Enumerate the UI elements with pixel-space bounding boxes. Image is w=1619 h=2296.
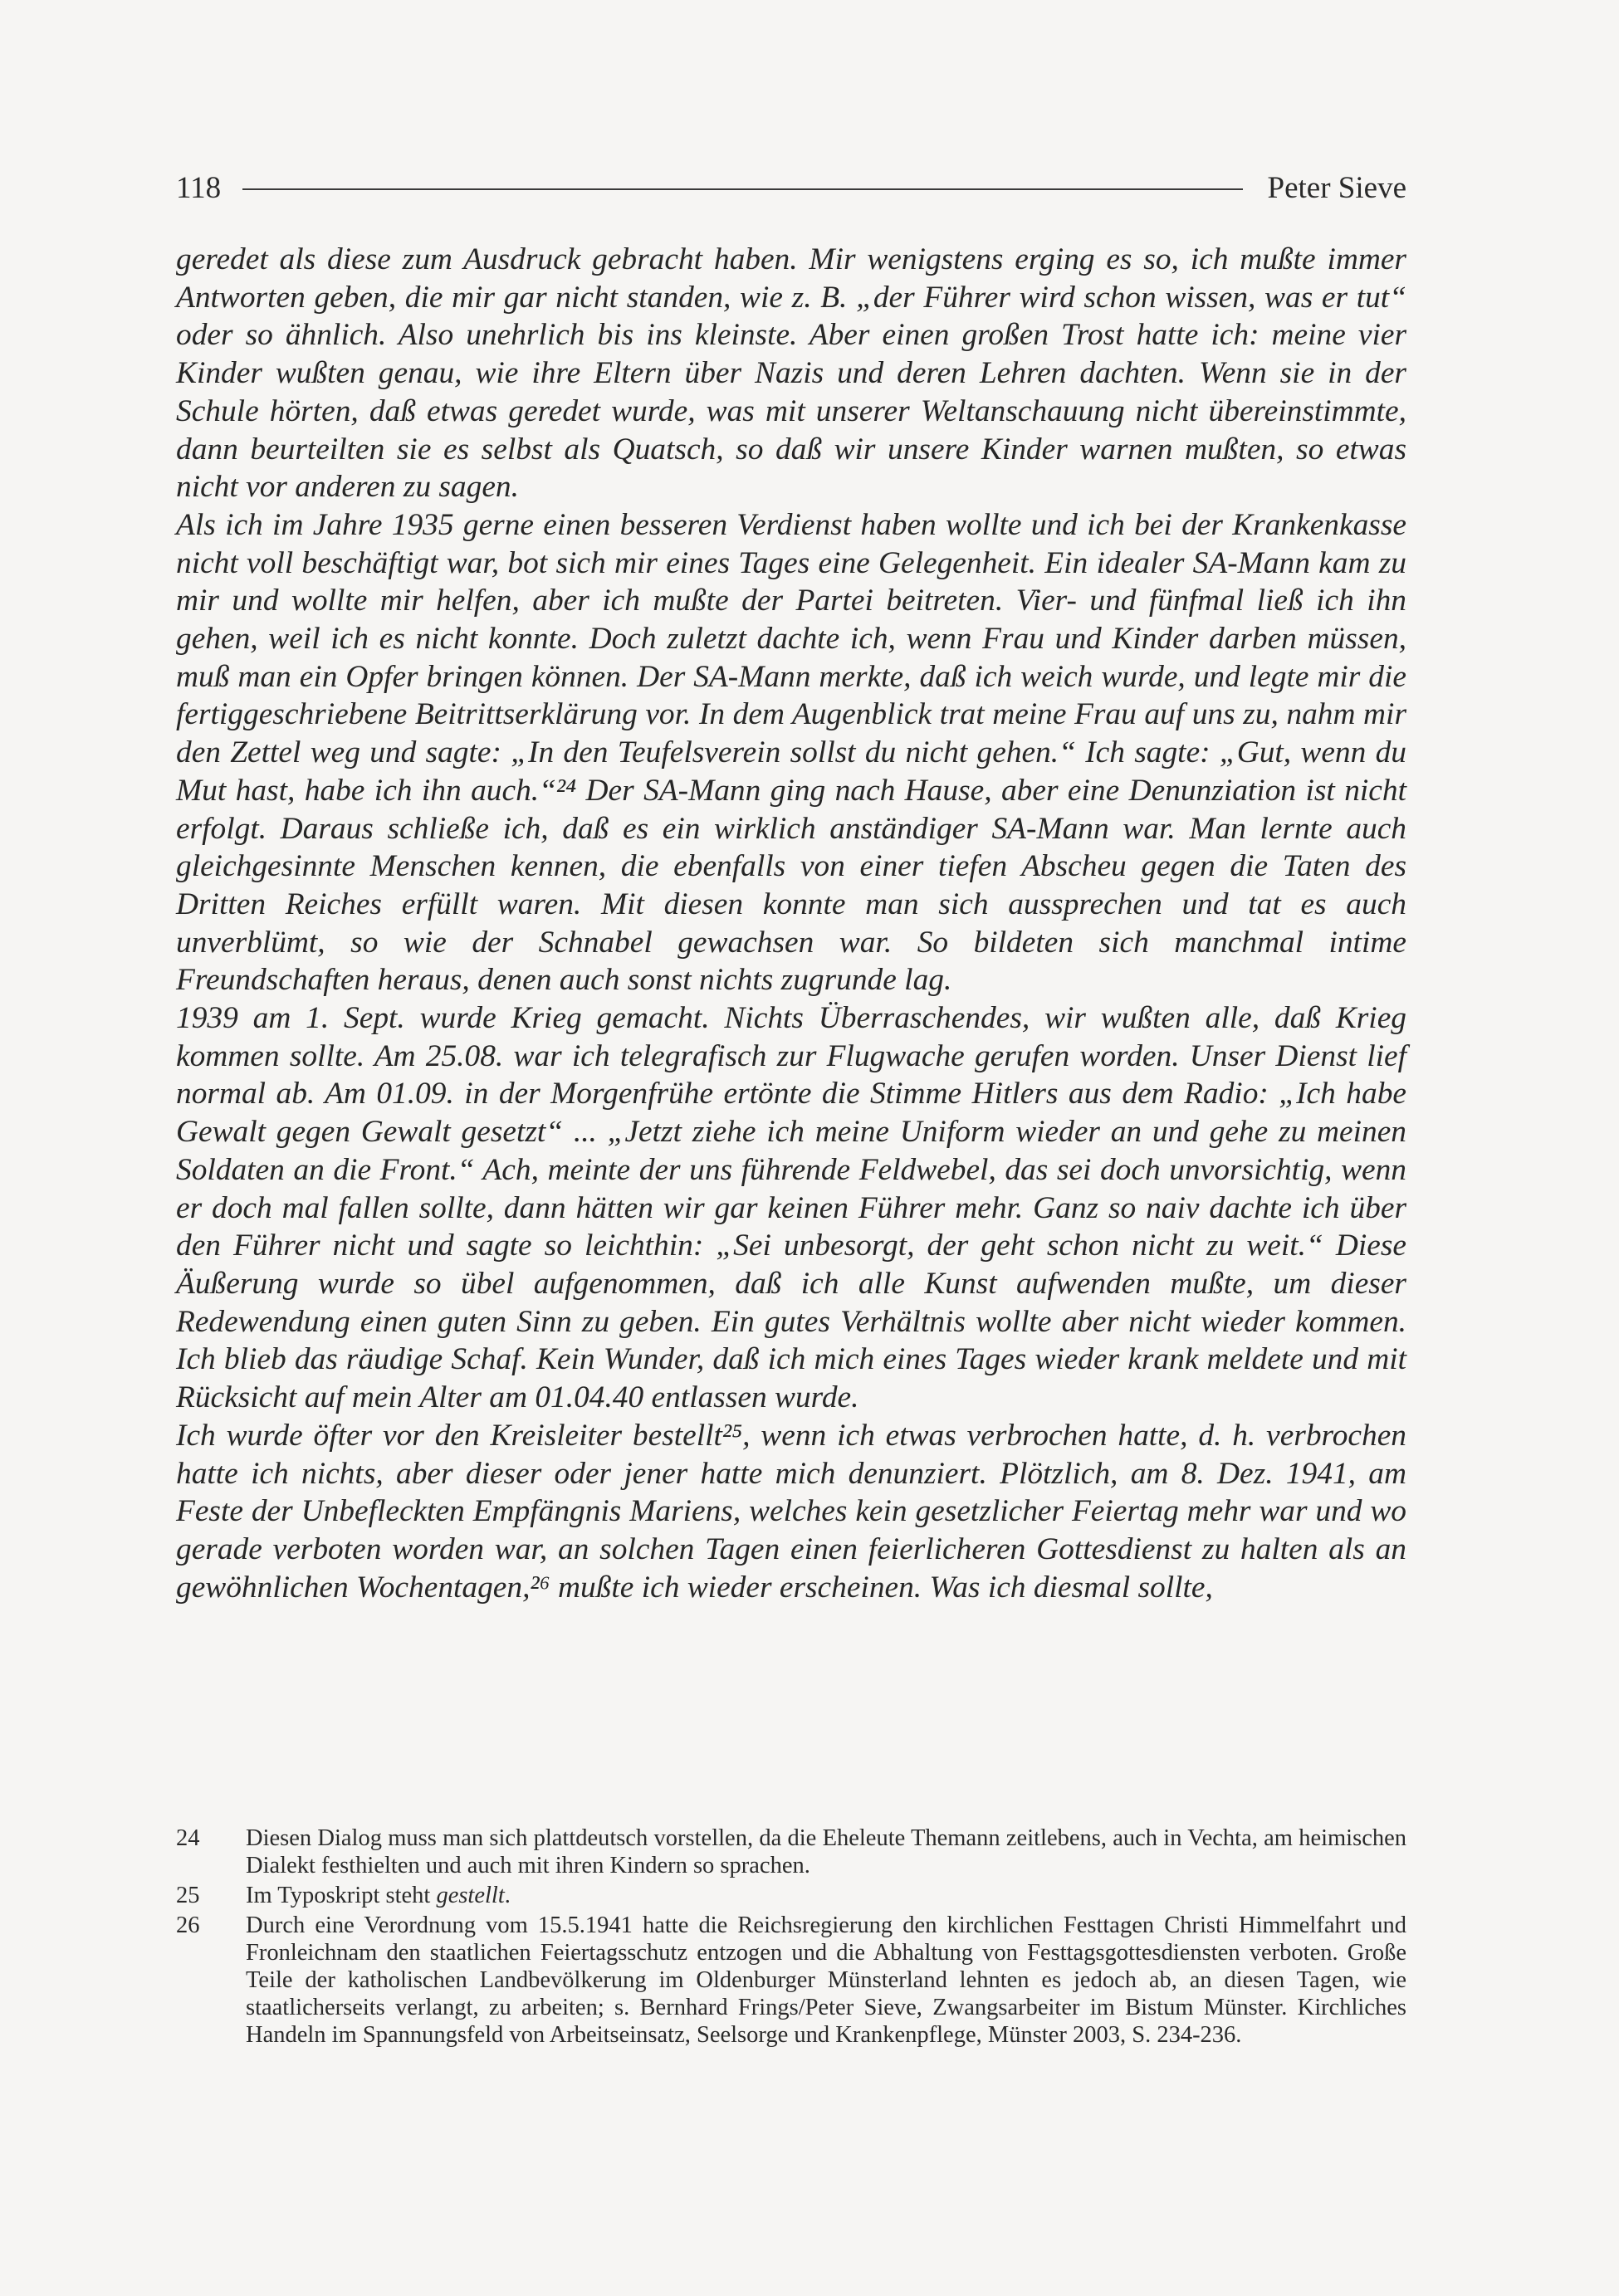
footnote	[176, 1912, 1406, 2049]
footnote-text	[246, 1882, 1406, 1909]
paragraph: Ich wurde öfter vor den Kreisleiter bestellt²⁵, wenn ich etwas verbrochen hatte, d. h. verbrochen hatte ich nichts, aber dieser oder jener hatte mich denunziert. Plötzlich, am 8. Dez. 1941, am Feste der Unbefleckten Empfängnis Mariens, welches kein gesetzlicher Feiertag mehr war und wo gerade verboten worden war, an solchen Tagen einen feierlicheren Gottesdienst zu halten als an gewöhnlichen Wochentagen,²⁶ mußte ich wieder erscheinen. Was ich diesmal sollte,	[176, 1418, 1406, 1605]
paragraph: Als ich im Jahre 1935 gerne einen besseren Verdienst haben wollte und ich bei der Krankenkasse nicht voll beschäftigt war, bot sich mir eines Tages eine Gelegenheit. Ein idealer SA-Mann kam zu mir und wollte mir helfen, aber ich mußte der Partei beitreten. Vier- und fünfmal ließ ich ihn gehen, weil ich es nicht konnte. Doch zuletzt dachte ich, wenn Frau und Kinder darben müssen, muß man ein Opfer bringen können. Der SA-Mann merkte, daß ich weich wurde, und legte mir die fertiggeschriebene Beitrittserklärung vor. In dem Augenblick trat meine Frau auf uns zu, nahm mir den Zettel weg und sagte: „In den Teufelsverein sollst du nicht gehen.“ Ich sagte: „Gut, wenn du Mut hast, habe ich ihn auch.“²⁴ Der SA-Mann ging nach Hause, aber eine Denunziation ist nicht erfolgt. Daraus schließe ich, daß es ein wirklich anständiger SA-Mann war. Man lernte auch gleichgesinnte Menschen kennen, die ebenfalls von einer tiefen Abscheu gegen die Taten des Dritten Reiches erfüllt waren. Mit diesen konnte man sich aussprechen und tat es auch unverblümt, so wie der Schnabel gewachsen war. So bildeten sich manchmal intime Freundschaften heraus, denen auch sonst nichts zugrunde lag.	[176, 507, 1406, 998]
footnote-number: 25	[176, 1883, 200, 1908]
footnote-text: Diesen Dialog muss man sich plattdeutsch vorstellen, da die Eheleute Themann zeitlebens, auch in Vechta, am heimischen Dialekt festhielten und auch mit ihren Kindern so sprachen.	[246, 1825, 1406, 1878]
main-text	[176, 241, 1406, 1606]
footnote	[176, 1882, 1406, 1909]
footnote-text-prefix: Im Typoskript steht	[246, 1883, 437, 1908]
footnote-text-suffix: .	[504, 1883, 511, 1908]
running-header	[176, 163, 1406, 213]
header-rule	[242, 188, 1242, 190]
footnote-number: 24	[176, 1825, 200, 1851]
running-head-author: Peter Sieve	[1267, 170, 1406, 205]
footnote-text: Durch eine Verordnung vom 15.5.1941 hatte die Reichsregierung den kirchlichen Festtagen Christi Himmelfahrt und Fronleichnam den staatlichen Feiertagsschutz entzogen und die Abhaltung von Festtagsgottesdiensten verboten. Große Teile der katholischen Landbevölkerung im Oldenburger Münsterland lehnten es jedoch ab, an diesen Tagen, wie staatlicherseits verlangt, zu arbeiten; s. Bernhard Frings/Peter Sieve, Zwangsarbeiter im Bistum Münster. Kirchliches Handeln im Spannungsfeld von Arbeitseinsatz, Seelsorge und Krankenpflege, Münster 2003, S. 234-236.	[246, 1913, 1406, 2048]
page-number: 118	[176, 170, 222, 205]
footnote-number: 26	[176, 1913, 200, 1938]
paragraph: 1939 am 1. Sept. wurde Krieg gemacht. Nichts Überraschendes, wir wußten alle, daß Krieg kommen sollte. Am 25.08. war ich telegrafisch zur Flugwache gerufen worden. Unser Dienst lief normal ab. Am 01.09. in der Morgenfrühe ertönte die Stimme Hitlers aus dem Radio: „Ich habe Gewalt gegen Gewalt gesetzt“ ... „Jetzt ziehe ich meine Uniform wieder an und gehe zu meinen Soldaten an die Front.“ Ach, meinte der uns führende Feldwebel, das sei doch unvorsichtig, wenn er doch mal fallen sollte, dann hätten wir gar keinen Führer mehr. Ganz so naiv dachte ich über den Führer nicht und sagte so leichthin: „Sei unbesorgt, der geht schon nicht zu weit.“ Diese Äußerung wurde so übel aufgenommen, daß ich alle Kunst aufwenden mußte, um dieser Redewendung einen guten Sinn zu geben. Ein gutes Verhältnis wollte aber nicht wieder kommen. Ich blieb das räudige Schaf. Kein Wunder, daß ich mich eines Tages wieder krank meldete und mit Rücksicht auf mein Alter am 01.04.40 entlassen wurde.	[176, 1001, 1406, 1415]
paragraph: geredet als diese zum Ausdruck gebracht haben. Mir wenigstens erging es so, ich mußte immer Antworten geben, die mir gar nicht standen, wie z. B. „der Führer wird schon wissen, was er tut“ oder so ähnlich. Also unehrlich bis ins kleinste. Aber einen großen Trost hatte ich: meine vier Kinder wußten genau, wie ihre Eltern über Nazis und deren Lehren dachten. Wenn sie in der Schule hörten, daß etwas geredet wurde, was mit unserer Weltanschauung nicht übereinstimmte, dann beurteilten sie es selbst als Quatsch, so daß wir unsere Kinder warnen mußten, so etwas nicht vor anderen zu sagen.	[176, 242, 1406, 505]
footnote-emphasis: gestellt	[436, 1883, 505, 1908]
footnote	[176, 1825, 1406, 1879]
footnotes	[176, 1825, 1406, 2051]
